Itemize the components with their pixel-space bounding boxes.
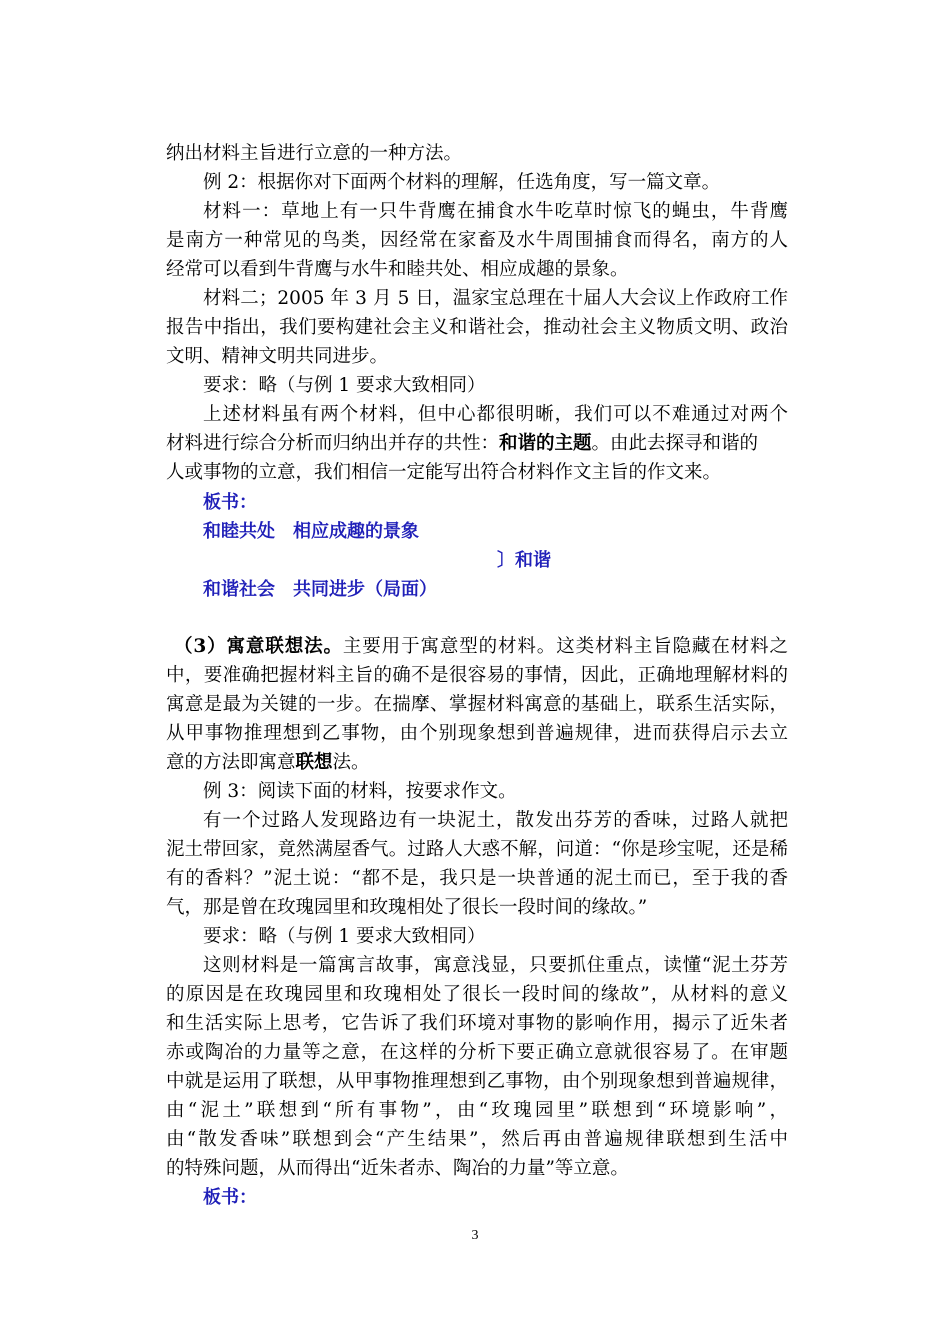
analysis-line: 人或事物的立意，我们相信一定能写出符合材料作文主旨的作文来。 xyxy=(166,462,722,483)
example-3-material-line: 有的香料？”泥土说：“都不是，我只是一块普通的泥土而已，至于我的香 xyxy=(166,868,788,889)
example-3-material-line: 泥土带回家，竟然满屋香气。过路人大惑不解，问道：“你是珍宝呢，还是稀 xyxy=(166,839,788,860)
association-emphasis: 联想 xyxy=(295,752,333,773)
requirement-line: 要求：略（与例 1 要求大致相同） xyxy=(203,926,486,947)
example-3-analysis-line: 中就是运用了联想，从甲事物推理想到乙事物，由个别现象想到普遍规律， xyxy=(166,1071,788,1092)
material-1-line: 是南方一种常见的鸟类，因经常在家畜及水牛周围捕食而得名，南方的人 xyxy=(166,230,788,251)
method-3-text: 意的方法即寓意 xyxy=(166,752,296,773)
material-2-line: 报告中指出，我们要构建社会主义和谐社会，推动社会主义物质文明、政治 xyxy=(166,317,788,338)
analysis-text: 。由此去探寻和谐的 xyxy=(591,433,759,454)
method-3-line: 寓意是最为关键的一步。在揣摩、掌握材料寓意的基础上，联系生活实际， xyxy=(166,694,788,715)
example-3-prompt: 例 3：阅读下面的材料，按要求作文。 xyxy=(203,781,517,802)
example-3-material-line: 气，那是曾在玫瑰园里和玫瑰相处了很长一段时间的缘故。” xyxy=(166,897,648,918)
analysis-line: 上述材料虽有两个材料，但中心都很明晰，我们可以不难通过对两个 xyxy=(203,404,788,425)
example-2-prompt: 例 2：根据你对下面两个材料的理解，任选角度，写一篇文章。 xyxy=(203,172,721,193)
method-3-line xyxy=(166,749,788,777)
example-3-analysis-line: 和生活实际上思考，它告诉了我们环境对事物的影响作用，揭示了近朱者 xyxy=(166,1013,788,1034)
example-3-analysis-line: 由“散发香味”联想到会“产生结果”，然后再由普遍规律联想到生活中 xyxy=(166,1129,788,1150)
example-3-material-line: 有一个过路人发现路边有一块泥土，散发出芬芳的香味，过路人就把 xyxy=(203,810,788,831)
harmony-theme-emphasis: 和谐的主题 xyxy=(499,433,592,454)
requirement-line: 要求：略（与例 1 要求大致相同） xyxy=(203,375,486,396)
method-3-heading: （3）寓意联想法。 xyxy=(174,636,343,657)
method-3-text: 法。 xyxy=(332,752,370,773)
page-number: 3 xyxy=(471,1228,479,1243)
analysis-line xyxy=(166,430,788,458)
method-3-line: 从甲事物推理想到乙事物，由个别现象想到普遍规律，进而获得启示去立 xyxy=(166,723,788,744)
board-row: 和谐社会 共同进步（局面） xyxy=(203,579,437,600)
method-3-line: 中，要准确把握材料主旨的确不是很容易的事情，因此，正确地理解材料的 xyxy=(166,665,788,686)
text-line: 纳出材料主旨进行立意的一种方法。 xyxy=(166,143,463,164)
example-3-analysis-line: 这则材料是一篇寓言故事，寓意浅显，只要抓住重点，读懂“泥土芬芳 xyxy=(203,955,788,976)
board-harmony-bracket: 〕和谐 xyxy=(497,550,551,571)
example-3-analysis-line: 赤或陶冶的力量等之意，在这样的分析下要正确立意就很容易了。在审题 xyxy=(166,1042,788,1063)
method-3-line xyxy=(174,633,788,661)
analysis-text: 材料进行综合分析而归纳出并存的共性： xyxy=(166,433,500,454)
method-3-text: 主要用于寓意型的材料。这类材料主旨隐藏在材料之 xyxy=(342,636,788,657)
board-label: 板书： xyxy=(203,492,257,513)
material-1-line: 材料一：草地上有一只牛背鹰在捕食水牛吃草时惊飞的蝇虫，牛背鹰 xyxy=(203,201,788,222)
example-3-analysis-line: 的原因是在玫瑰园里和玫瑰相处了很长一段时间的缘故”，从材料的意义 xyxy=(166,984,788,1005)
board-row: 和睦共处 相应成趣的景象 xyxy=(203,521,419,542)
board-label: 板书： xyxy=(203,1187,257,1208)
material-2-line: 材料二；2005 年 3 月 5 日，温家宝总理在十届人大会议上作政府工作 xyxy=(203,288,788,309)
example-3-analysis-line: 由“泥土”联想到“所有事物”，由“玫瑰园里”联想到“环境影响”， xyxy=(166,1100,788,1121)
material-1-line: 经常可以看到牛背鹰与水牛和睦共处、相应成趣的景象。 xyxy=(166,259,629,280)
example-3-analysis-line: 的特殊问题，从而得出“近朱者赤、陶冶的力量”等立意。 xyxy=(166,1158,629,1179)
material-2-line: 文明、精神文明共同进步。 xyxy=(166,346,389,367)
